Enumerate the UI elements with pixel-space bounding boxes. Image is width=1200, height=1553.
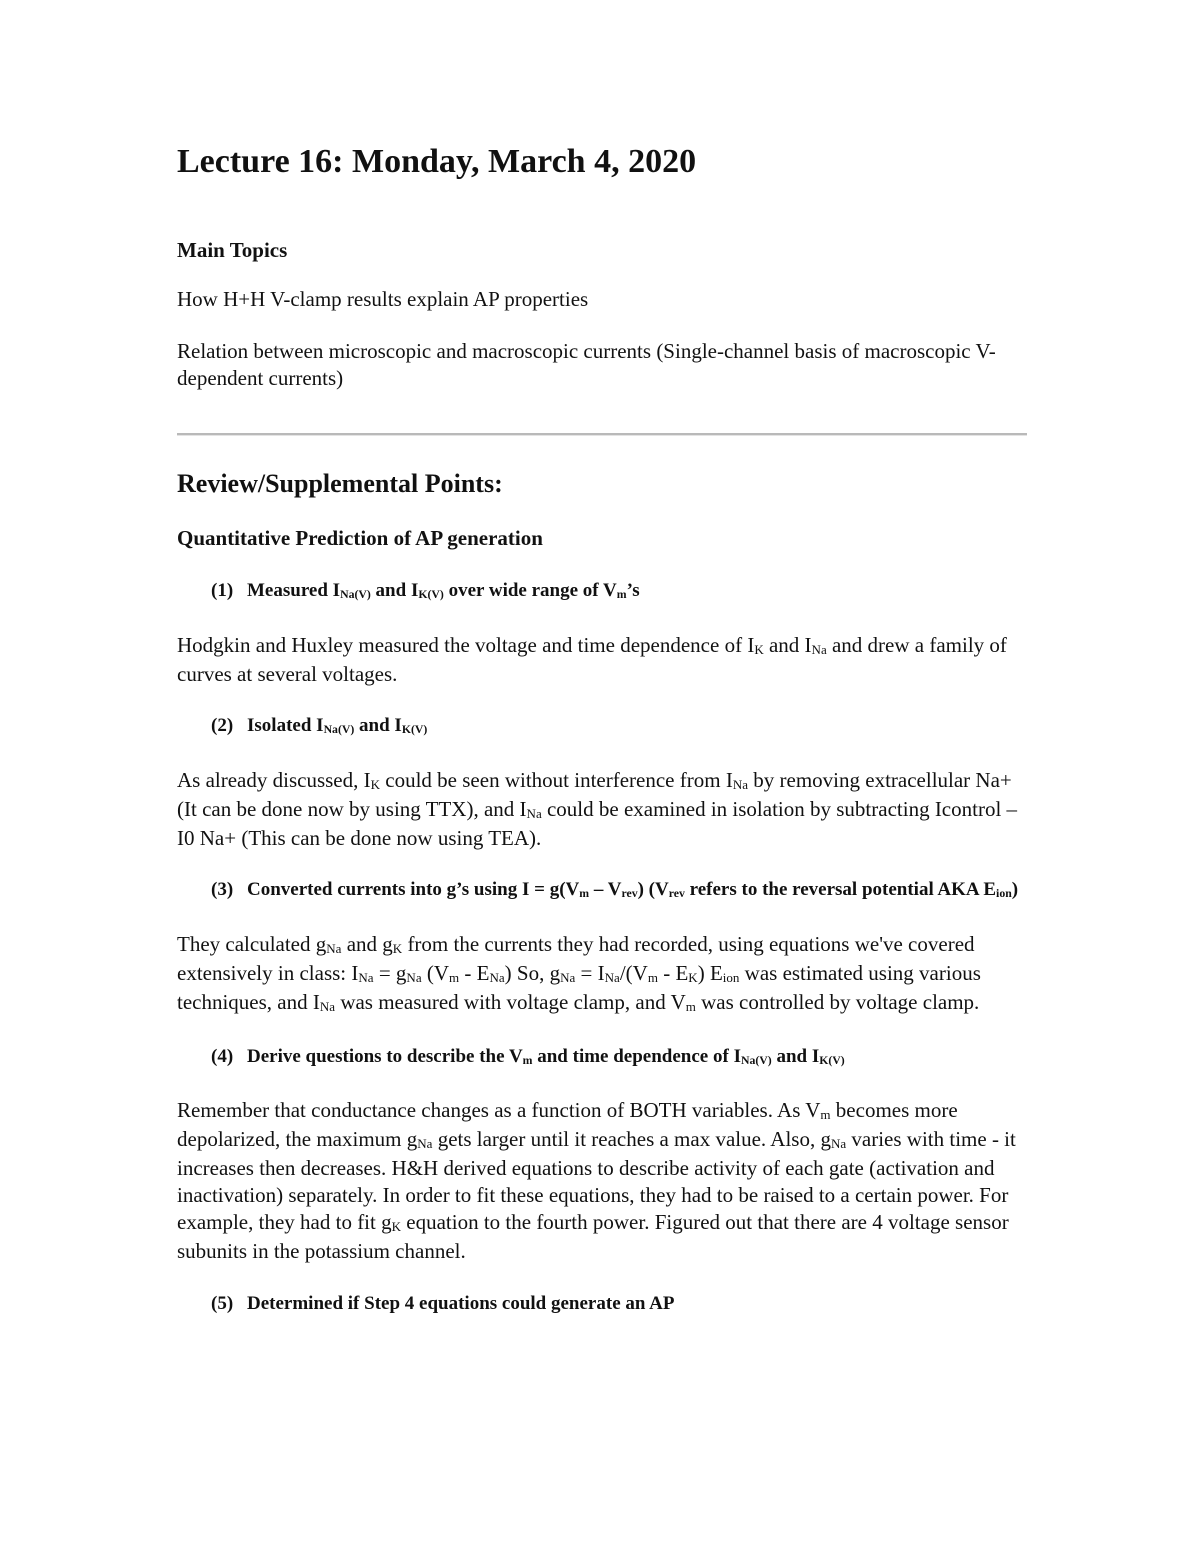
- main-topics-heading: Main Topics: [177, 238, 288, 262]
- ap-prediction-heading: Quantitative Prediction of AP generation: [177, 526, 543, 550]
- step-3-heading: (3) Converted currents into g’s using $I = g(V_m - V_{rev})$ ($V_{rev}$ refers to the reversal potential AKA $E_{ion}$): [211, 878, 1027, 904]
- step-5-heading: (5) Determined if Step 4 equations could generate an AP: [211, 1293, 675, 1314]
- step-1-body: Hodgkin and Huxley measured the voltage and time dependence of $I_K$ and $I_{Na}$ and drew a family of curves at several voltages.: [177, 633, 1007, 686]
- step-2-body: As already discussed, $I_K$ could be seen without interference from $I_{Na}$ by removing extracellular Na+ (It can be done now by using TTX), and $I_{Na}$ could be examined in isolation by subtracting Icontrol – I0 Na+ (This can be done now using TEA).: [177, 768, 1018, 850]
- topic-item: How H+H V-clamp results explain AP properties: [177, 287, 589, 311]
- topic-item: Relation between microscopic and macroscopic currents (Single-channel basis of macroscopic V-dependent currents): [177, 339, 996, 390]
- step-4-body: Remember that conductance changes as a function of BOTH variables. As $V_m$ becomes more depolarized, the maximum $g_{Na}$ gets larger until it reaches a max value. Also, $g_{Na}$ varies with time - it increases then decreases. H&H derived equations to describe activity of each gate (activation and inactivation) separately. In order to fit these equations, they had to be raised to a certain power. For example, they had to fit $g_K$ equation to the fourth power. Figured out that there are 4 voltage sensor subunits in the potassium channel.: [177, 1098, 1016, 1263]
- step-number: (4): [211, 1046, 234, 1067]
- page-title: Lecture 16: Monday, March 4, 2020: [177, 143, 697, 180]
- step-3-body: They calculated $g_{Na}$ and $g_K$ from the currents they had recorded, using equations we've covered extensively in class: $I_{Na} = g_{Na}$ $(V_m - E_{Na})$ So, $g_{Na} = I_{Na}/(V_m - E_K)$ $E_{ion}$ was estimated using various techniques, and $I_{Na}$ was measured with voltage clamp, and $V_m$ was controlled by voltage clamp.: [177, 932, 981, 1014]
- horizontal-divider: [177, 433, 1027, 436]
- step-number: (1): [211, 580, 234, 601]
- step-number: (5): [211, 1293, 234, 1314]
- document-page: [177, 140, 1027, 1316]
- step-1-heading: (1) Measured $I_{Na(V)}$ and $I_{K(V)}$ over wide range of $V_m’s$: [211, 579, 1027, 605]
- review-heading: Review/Supplemental Points:: [177, 469, 503, 498]
- step-4-heading: (4) Derive questions to describe the $V_m$ and time dependence of $I_{Na(V)}$ and $I_{K(V)}$: [211, 1045, 1027, 1071]
- step-number: (2): [211, 715, 234, 736]
- step-2-heading: (2) Isolated $I_{Na(V)}$ and $I_{K(V)}$: [211, 714, 1027, 740]
- step-number: (3): [211, 879, 234, 900]
